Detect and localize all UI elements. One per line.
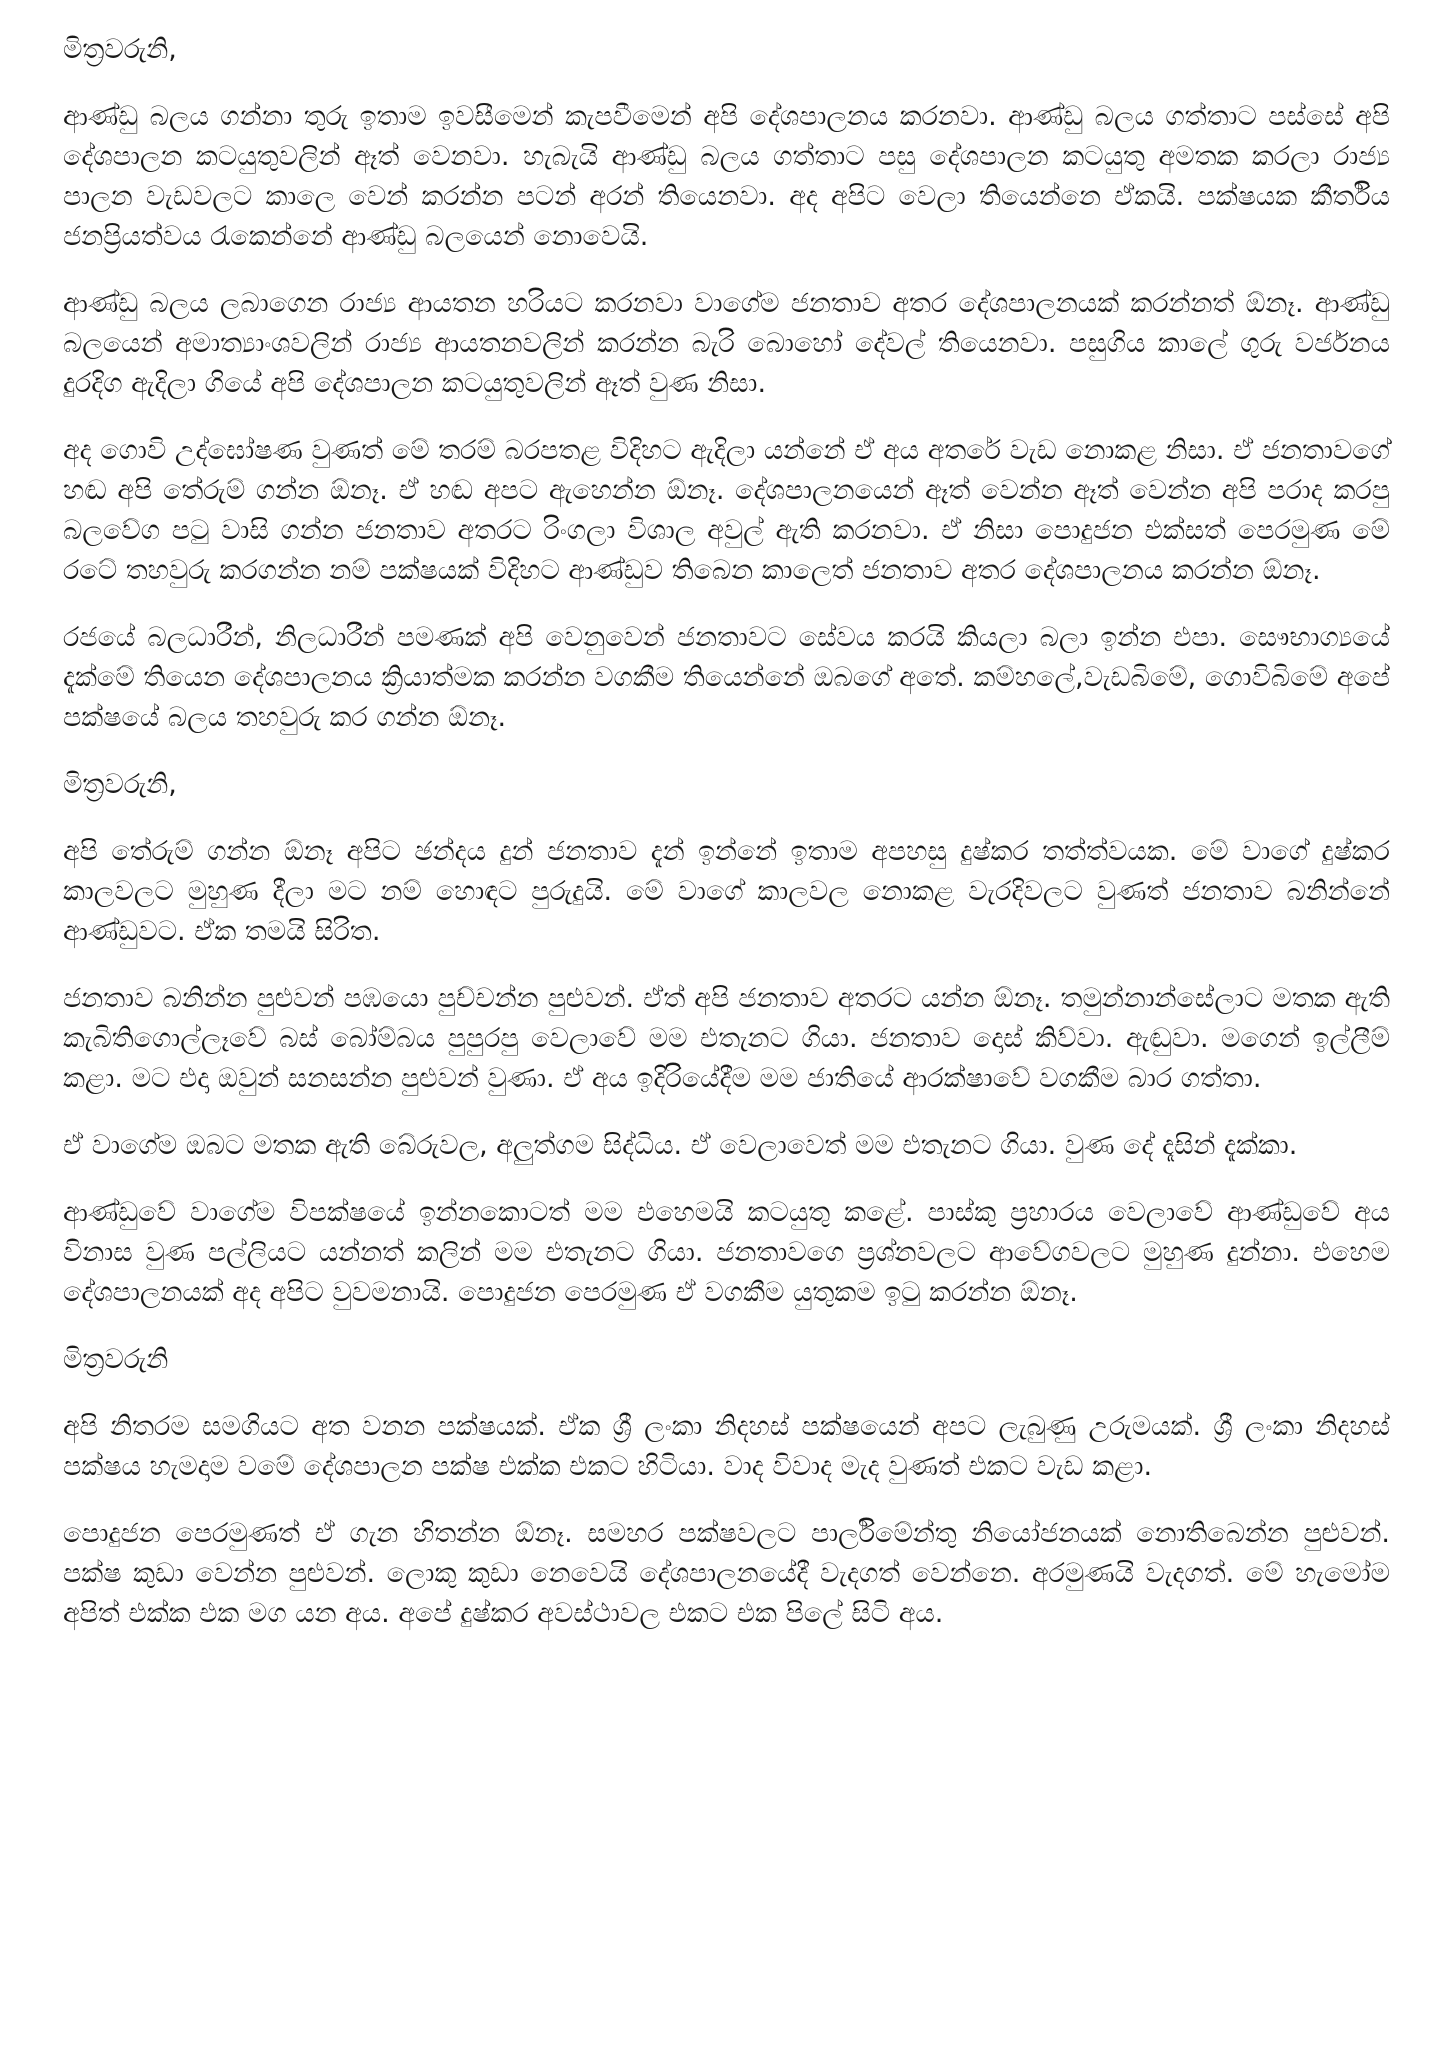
paragraph: අද ගොවි උද්ඝෝෂණ වුණත් මේ තරම් බරපතළ විදිහට ඇදිලා යන්නේ ඒ අය අතරේ වැඩ නොකළ නිසා. ඒ ජනතාවගේ හඬ අපි තේරුම් ගන්න ඕනෑ. ඒ හඬ අපට ඇහෙන්න ඕනෑ. දේශපාලනයෙන් ඈත් වෙන්න ඈත් වෙන්න අපි පරාද කරපු බලවේග පටු වාසි ගන්න ජනතාව අතරට රිංගලා විශාල අවුල් ඇති කරනවා. ඒ නිසා පොදුජන එක්සත් පෙරමුණ මේ රටේ තහවුරු කරගන්න නම් පක්ෂයක් විදිහට ආණ්ඩුව තිබෙන කාලෙත් ජනතාව අතර දේශපාලනය කරන්න ඕනෑ. — [63, 435, 1390, 586]
paragraph: ආණ්ඩු බලය ගන්නා තුරු ඉතාම ඉවසීමෙන් කැපවීමෙන් අපි දේශපාලනය කරනවා. ආණ්ඩු බලය ගත්තාට පස්සේ අපි දේශපාලන කටයුතුවලින් ඈත් වෙනවා. හැබැයි ආණ්ඩු බලය ගත්තාට පසු දේශපාලන කටයුතු අමතක කරලා රාජ්‍ය පාලන වැඩවලට කාලෙ වෙන් කරන්න පටන් අරන් තියෙනවා. අද අපිට වෙලා තියෙන්නෙ ඒකයි. පක්ෂයක කීර්තිය ජනප්‍රියත්වය රැකෙන්නේ ආණ්ඩු බලයෙන් නොවෙයි. — [63, 101, 1390, 252]
salutation: මිත්‍රවරුනි, — [63, 34, 177, 65]
paragraph: රජයේ බලධාරීන්, නිලධාරීන් පමණක් අපි වෙනුවෙන් ජනතාවට සේවය කරයි කියලා බලා ඉන්න එපා. සෞභාග්‍යයේ දැක්මේ තියෙන දේශපාලනය ක්‍රියාත්මක කරන්න වගකීම තියෙන්නේ ඔබගේ අතේ. කම්හලේ,වැඩබිමේ, ගොවිබිමේ අපේ පක්ෂයේ බලය තහවුරු කර ගන්න ඕනෑ. — [63, 622, 1390, 733]
paragraph: අපි නිතරම සමගියට අත වනන පක්ෂයක්. ඒක ශ්‍රී ලංකා නිදහස් පක්ෂයෙන් අපට ලැබුණු උරුමයක්. ශ්‍රී ලංකා නිදහස් පක්ෂය හැමදාම වමේ දේශපාලන පක්ෂ එක්ක එකට හිටියා. වාද විවාද මැද වුණත් එකට වැඩ කළා. — [63, 1411, 1390, 1482]
paragraph: ආණ්ඩු බලය ලබාගෙන රාජ්‍ය ආයතන හරියට කරනවා වාගේම ජනතාව අතර දේශපාලනයක් කරන්නත් ඕනෑ. ආණ්ඩු බලයෙන් අමාත්‍යාංශවලින් රාජ්‍ය ආයතනවලින් කරන්න බැරි බොහෝ දේවල් තියෙනවා. පසුගිය කාලේ ගුරු වර්ජනය දුරදිග ඇදිලා ගියේ අපි දේශපාලන කටයුතුවලින් ඈත් වුණ නිසා. — [63, 288, 1390, 399]
paragraph: අපි තේරුම් ගන්න ඕනෑ අපිට ඡන්දය දුන් ජනතාව දැන් ඉන්නේ ඉතාම අපහසු දුෂ්කර තත්ත්වයක. මේ වාගේ දුෂ්කර කාලවලට මුහුණ දීලා මට නම් හොඳට පුරුදුයි. මේ වාගේ කාලවල නොකළ වැරදිවලට වුණත් ජනතාව බනින්නේ ආණ්ඩුවට. ඒක තමයි සිරිත. — [63, 836, 1390, 947]
paragraph: ආණ්ඩුවේ වාගේම විපක්ෂයේ ඉන්නකොටත් මම එහෙමයි කටයුතු කළේ. පාස්කු ප්‍රහාරය වෙලාවේ ආණ්ඩුවේ අය විනාස වුණ පල්ලියට යන්නත් කලින් මම එතැනට ගියා. ජනතාවගෙ ප්‍රශ්නවලට ආවේගවලට මුහුණ දුන්නා. එහෙම දේශපාලනයක් අද අපිට වුවමනායි. පොදුජන පෙරමුණ ඒ වගකීම යුතුකම ඉටු කරන්න ඕනෑ. — [63, 1197, 1390, 1308]
salutation: මිත්‍රවරුනි — [63, 1344, 169, 1375]
paragraph: පොදුජන පෙරමුණත් ඒ ගැන හිතන්න ඕනෑ. සමහර පක්ෂවලට පාර්ලිමේන්තු නියෝජනයක් නොතිබෙන්න පුළුවන්. පක්ෂ කුඩා වෙන්න පුළුවන්. ලොකු කුඩා නෙවෙයි දේශපාලනයේදී වැදගත් වෙන්නෙ. අරමුණයි වැදගත්. මේ හැමෝම අපිත් එක්ක එක මග යන අය. අපේ දුෂ්කර අවස්ථාවල එකට එක පිලේ සිටි අය. — [63, 1518, 1390, 1629]
salutation: මිත්‍රවරුනි, — [63, 769, 177, 800]
paragraph: ඒ වාගේම ඔබට මතක ඇති බේරුවල, අලුත්ගම සිද්ධිය. ඒ වෙලාවෙත් මම එතැනට ගියා. වුණ දේ දෑසින් දැක්කා. — [63, 1130, 1298, 1161]
paragraph: ජනතාව බනින්න පුළුවන් පඹයො පුච්චන්න පුළුවන්. ඒත් අපි ජනතාව අතරට යන්න ඕනෑ. තමුන්නාන්සේලාට මතක ඇති කැබිතිගොල්ලෑවේ බස් බෝම්බය පුපුරපු වෙලාවේ මම එතැනට ගියා. ජනතාව දොස් කිව්වා. ඇඬුවා. මගෙන් ඉල්ලීම් කළා. මට එදා ඔවුන් සනසන්න පුළුවන් වුණා. ඒ අය ඉදිරියේදීම මම ජාතියේ ආරක්ෂාවේ වගකීම බාර ගත්තා. — [63, 983, 1390, 1094]
